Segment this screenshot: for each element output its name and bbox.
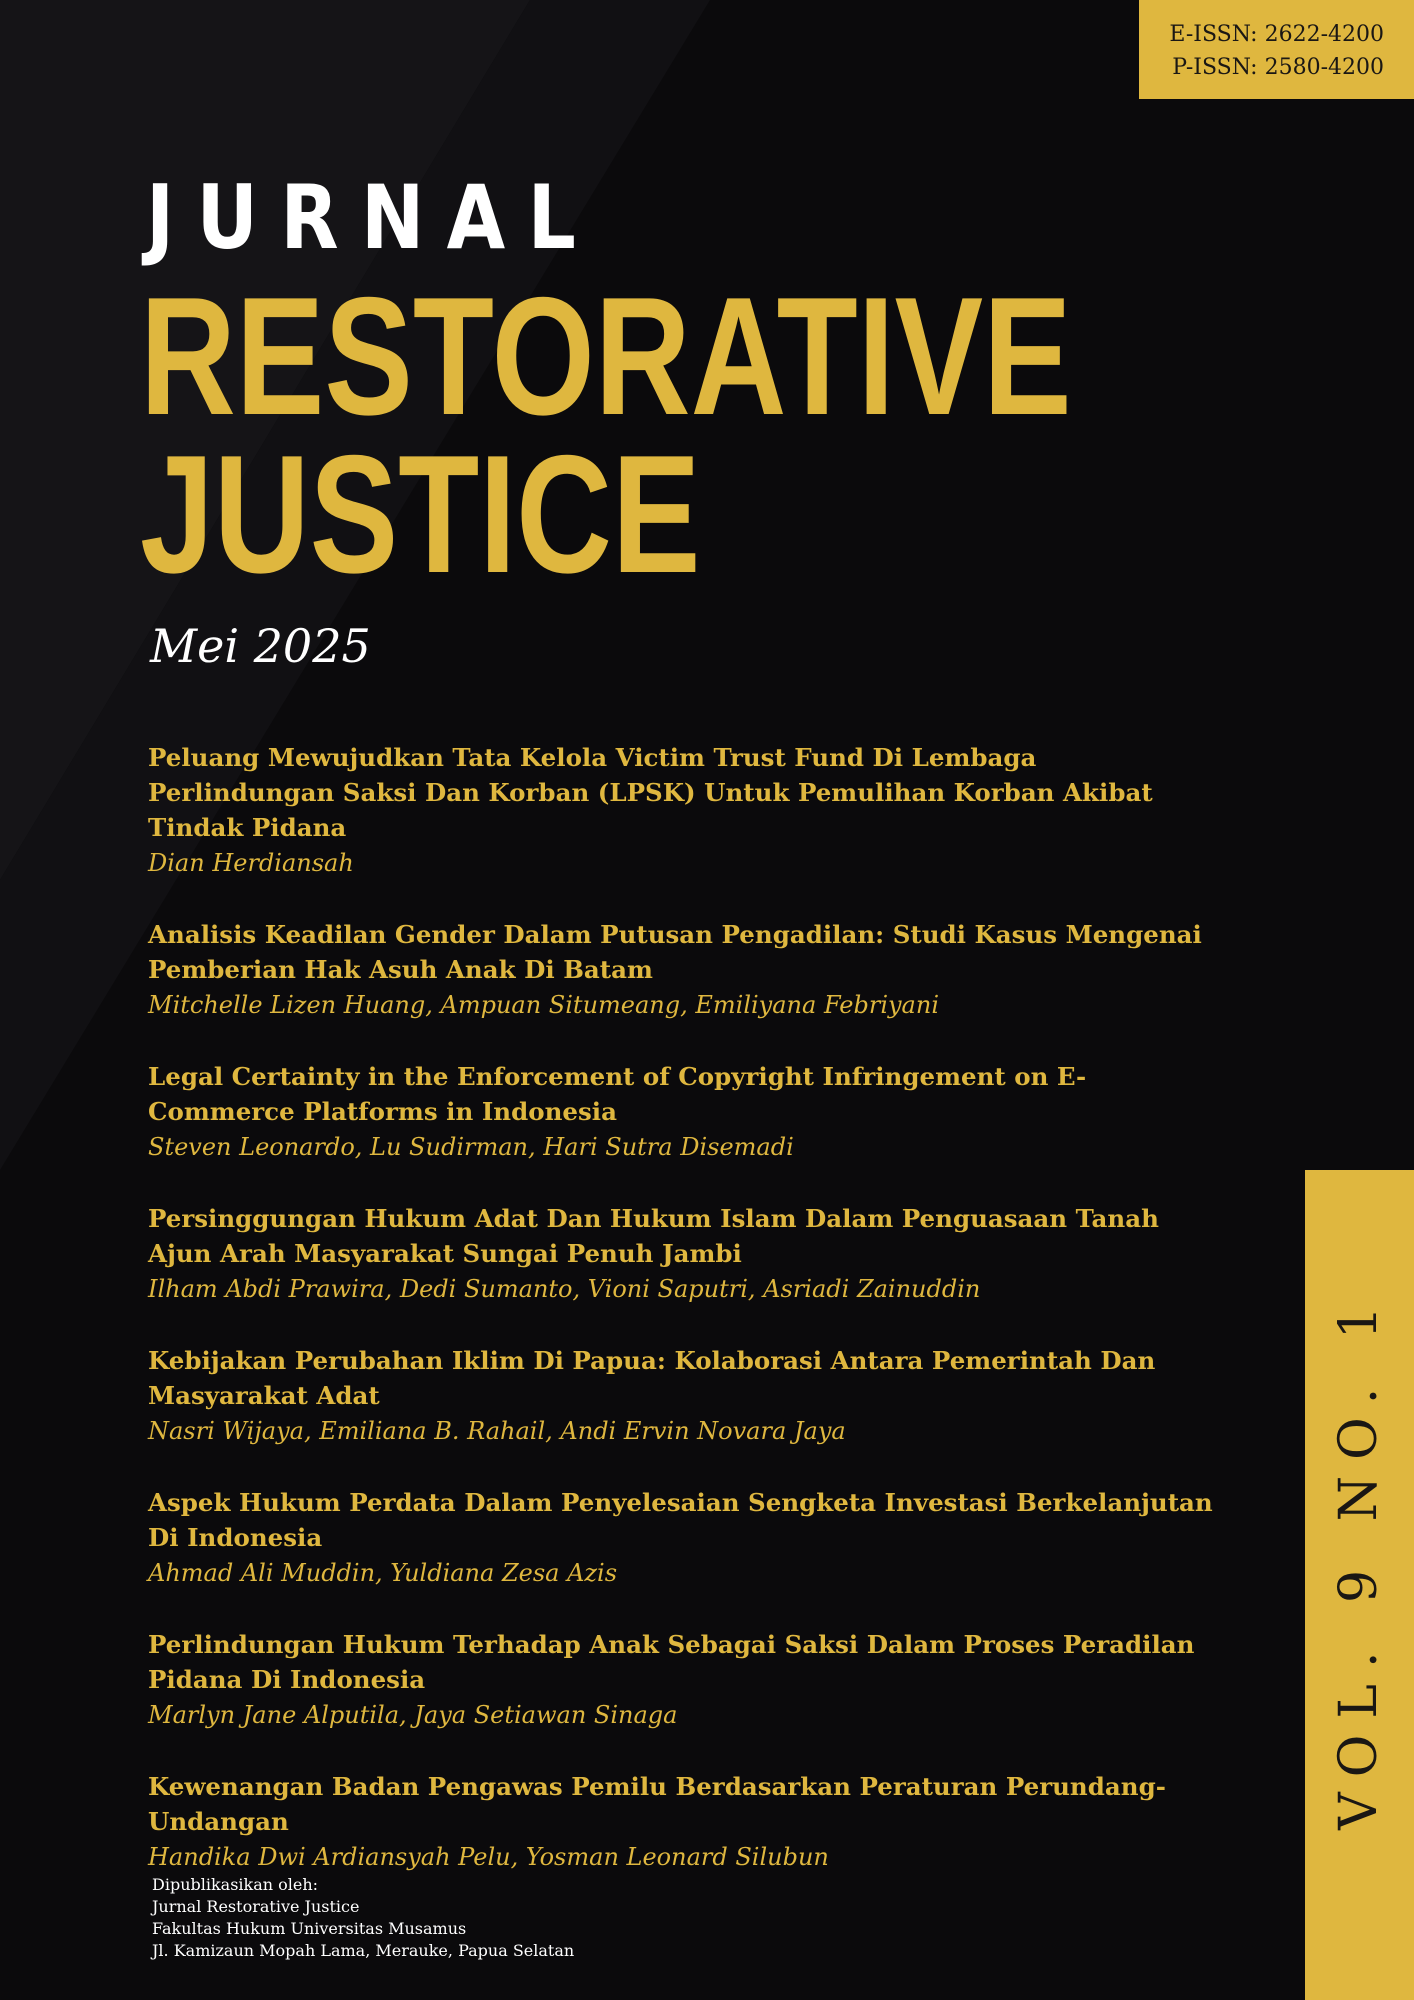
- article-item[interactable]: [148, 1627, 1228, 1733]
- article-title[interactable]: Legal Certainty in the Enforcement of Copyright Infringement on E-Commerce Platforms in Indonesia: [148, 1062, 1087, 1126]
- article-item[interactable]: [148, 1343, 1228, 1449]
- article-title[interactable]: Kebijakan Perubahan Iklim Di Papua: Kolaborasi Antara Pemerintah Dan Masyarakat Adat: [148, 1346, 1156, 1410]
- article-title[interactable]: Aspek Hukum Perdata Dalam Penyelesaian Sengketa Investasi Berkelanjutan Di Indonesia: [148, 1488, 1213, 1552]
- article-authors: Nasri Wijaya, Emiliana B. Rahail, Andi Ervin Novara Jaya: [148, 1417, 846, 1445]
- article-title[interactable]: Kewenangan Badan Pengawas Pemilu Berdasarkan Peraturan Perundang-Undangan: [148, 1772, 1166, 1836]
- volume-number: VOL. 9 NO. 1: [1329, 1290, 1389, 1830]
- article-authors: Handika Dwi Ardiansyah Pelu, Yosman Leonard Silubun: [148, 1843, 829, 1871]
- article-item[interactable]: [148, 1769, 1228, 1875]
- publisher-faculty: Fakultas Hukum Universitas Musamus: [152, 1919, 467, 1938]
- issn-box: [1139, 0, 1414, 99]
- article-title[interactable]: Persinggungan Hukum Adat Dan Hukum Islam Dalam Penguasaan Tanah Ajun Arah Masyarakat Sungai Penuh Jambi: [148, 1204, 1159, 1268]
- publisher-label: Dipublikasikan oleh:: [152, 1875, 319, 1894]
- jurnal-label: JURNAL: [146, 166, 599, 269]
- article-authors: Ilham Abdi Prawira, Dedi Sumanto, Vioni Saputri, Asriadi Zainuddin: [148, 1275, 981, 1303]
- article-item[interactable]: [148, 1059, 1228, 1165]
- article-title[interactable]: Peluang Mewujudkan Tata Kelola Victim Trust Fund Di Lembaga Perlindungan Saksi Dan Korban (LPSK) Untuk Pemulihan Korban Akibat Tindak Pidana: [148, 743, 1153, 842]
- publisher-journal: Jurnal Restorative Justice: [152, 1897, 360, 1916]
- article-authors: Marlyn Jane Alputila, Jaya Setiawan Sinaga: [148, 1701, 678, 1729]
- article-authors: Ahmad Ali Muddin, Yuldiana Zesa Azis: [148, 1559, 618, 1587]
- article-item[interactable]: [148, 1485, 1228, 1591]
- article-authors: Mitchelle Lizen Huang, Ampuan Situmeang, Emiliyana Febriyani: [148, 991, 939, 1019]
- article-item[interactable]: [148, 917, 1228, 1023]
- article-item[interactable]: [148, 740, 1228, 881]
- publisher-info: [152, 1874, 592, 1962]
- article-title[interactable]: Perlindungan Hukum Terhadap Anak Sebagai Saksi Dalam Proses Peradilan Pidana Di Indonesia: [148, 1630, 1195, 1694]
- p-issn-text: P-ISSN: 2580-4200: [1172, 55, 1384, 80]
- volume-strip: [1305, 1170, 1414, 2000]
- publisher-address: Jl. Kamizaun Mopah Lama, Merauke, Papua Selatan: [152, 1941, 575, 1960]
- journal-title-line-1: RESTORATIVE: [140, 262, 1072, 450]
- article-title[interactable]: Analisis Keadilan Gender Dalam Putusan Pengadilan: Studi Kasus Mengenai Pemberian Hak Asuh Anak Di Batam: [148, 920, 1202, 984]
- article-authors: Dian Herdiansah: [148, 849, 354, 877]
- article-item[interactable]: [148, 1201, 1228, 1307]
- article-authors: Steven Leonardo, Lu Sudirman, Hari Sutra Disemadi: [148, 1133, 794, 1161]
- article-list: [148, 740, 1228, 1911]
- e-issn-text: E-ISSN: 2622-4200: [1169, 22, 1384, 47]
- journal-title-line-2: JUSTICE: [140, 420, 701, 608]
- issue-date: Mei 2025: [150, 619, 371, 673]
